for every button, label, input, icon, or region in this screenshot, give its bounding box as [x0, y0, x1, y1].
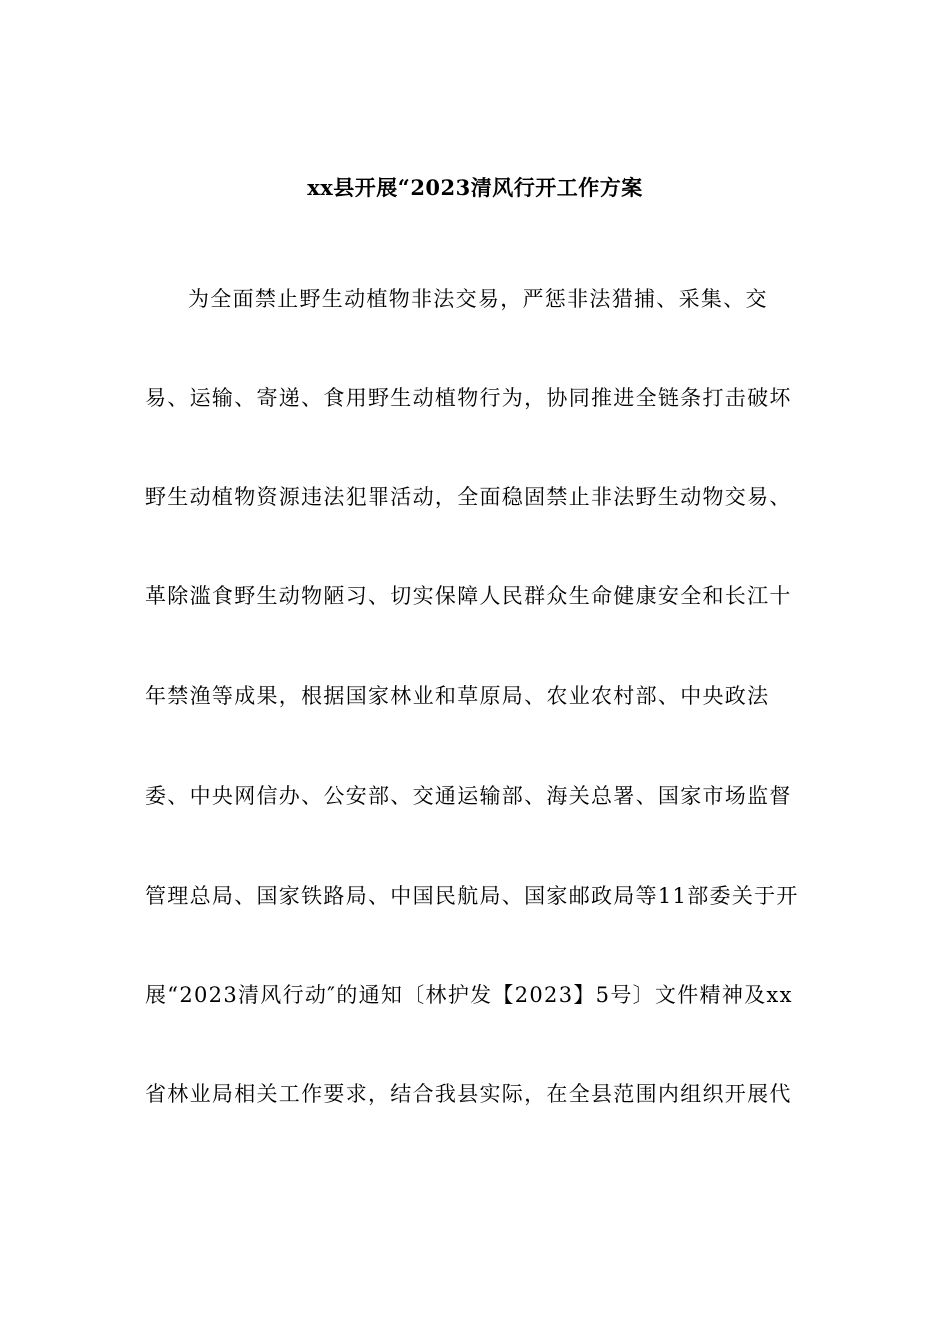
document-title: xx县开展“2023清风行开工作方案 — [307, 175, 643, 200]
paragraph-line-4: 革除滥食野生动物陋习、切实保障人民群众生命健康安全和长江十 — [145, 584, 792, 608]
paragraph-line-7: 管理总局、国家铁路局、中国民航局、国家邮政局等11部委关于开 — [145, 884, 799, 908]
paragraph-line-9: 省林业局相关工作要求，结合我县实际，在全县范围内组织开展代 — [145, 1082, 792, 1106]
paragraph-line-8: 展“2023清风行动″的通知〔林护发【2023】5号〕文件精神及xx — [145, 983, 793, 1007]
paragraph-line-3: 野生动植物资源违法犯罪活动，全面稳固禁止非法野生动物交易、 — [145, 485, 792, 509]
paragraph-line-5: 年禁渔等成果，根据国家林业和草原局、农业农村部、中央政法 — [145, 684, 770, 708]
paragraph-line-2: 易、运输、寄递、食用野生动植物行为，协同推进全链条打击破坏 — [145, 386, 792, 410]
paragraph-line-1: 为全面禁止野生动植物非法交易，严惩非法猎捕、采集、交 — [188, 287, 768, 311]
paragraph-line-6: 委、中央网信办、公安部、交通运输部、海关总署、国家市场监督 — [145, 784, 792, 808]
